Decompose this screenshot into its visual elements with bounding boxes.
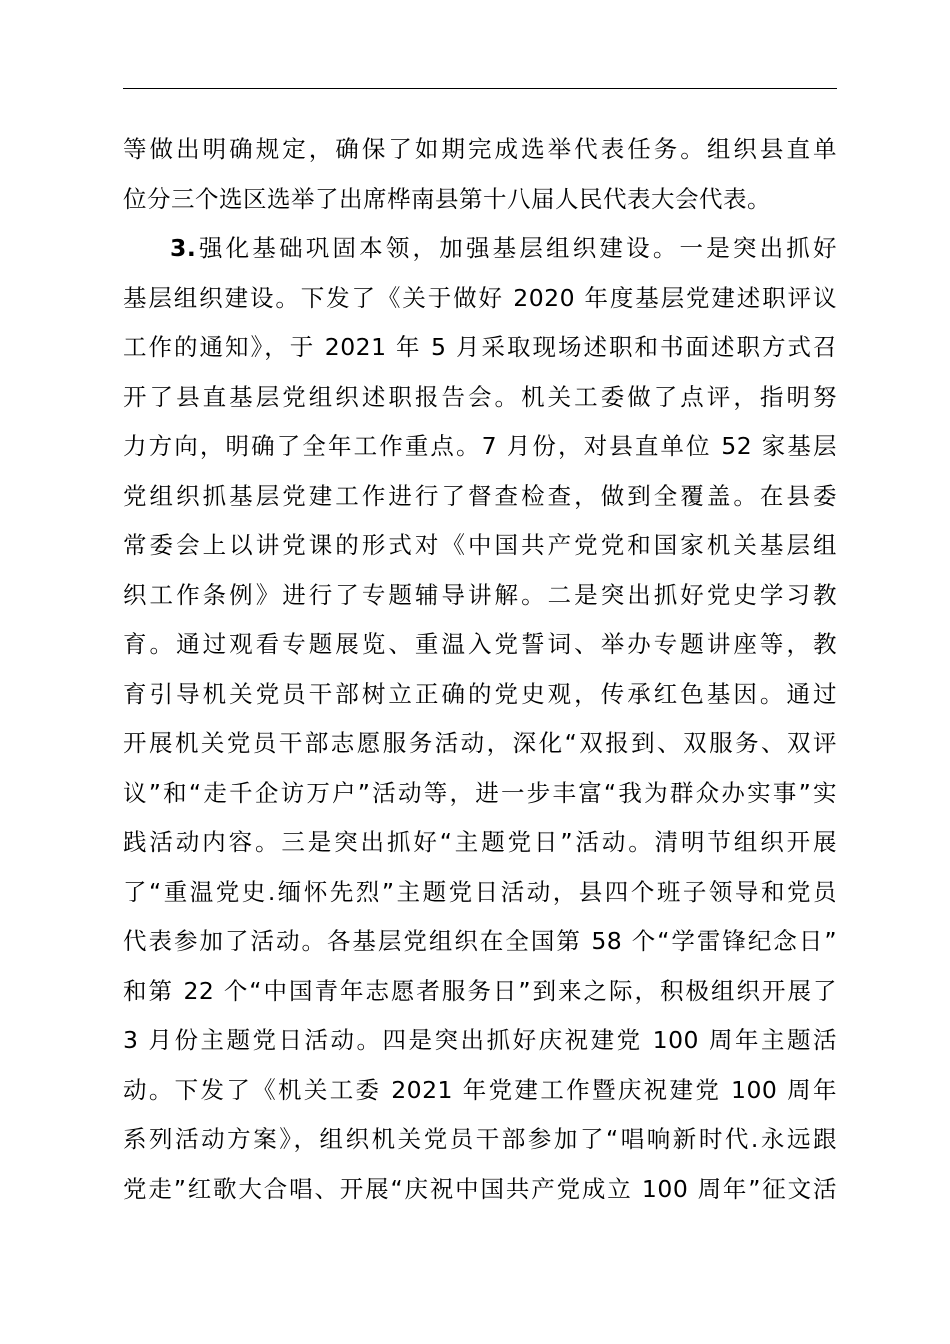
text-line: 织工作条例》进行了专题辅导讲解。二是突出抓好党史学习教: [123, 580, 837, 609]
text-line: 开展机关党员干部志愿服务活动，深化“双报到、双服务、双评: [123, 729, 837, 757]
text-line: 了“重温党史.缅怀先烈”主题党日活动，县四个班子领导和党员: [123, 877, 837, 906]
body-text: [123, 125, 837, 1214]
text-line: 育。通过观看专题展览、重温入党誓词、举办专题讲座等，教: [123, 630, 837, 658]
text-line: 党走”红歌大合唱、开展“庆祝中国共产党成立 100 周年”征文活: [123, 1174, 837, 1203]
text-line: 常委会上以讲党课的形式对《中国共产党党和国家机关基层组: [123, 531, 837, 559]
text-line: 育引导机关党员干部树立正确的党史观，传承红色基因。通过: [123, 679, 837, 708]
text-line: 等做出明确规定，确保了如期完成选举代表任务。组织县直单: [123, 135, 837, 163]
section-heading-line: [123, 224, 837, 274]
text-line: 代表参加了活动。各基层党组织在全国第 58 个“学雷锋纪念日”: [123, 927, 837, 955]
header-rule: [123, 88, 837, 89]
section-number: 3.: [170, 234, 197, 262]
text-line: 和第 22 个“中国青年志愿者服务日”到来之际，积极组织开展了: [123, 976, 837, 1005]
text-line: 位分三个选区选举了出席桦南县第十八届人民代表大会代表。: [123, 184, 771, 213]
text-line: 动。下发了《机关工委 2021 年党建工作暨庆祝建党 100 周年: [123, 1075, 837, 1104]
text-line: 力方向，明确了全年工作重点。7 月份，对县直单位 52 家基层: [123, 432, 837, 460]
text-line: 系列活动方案》，组织机关党员干部参加了“唱响新时代.永远跟: [123, 1125, 837, 1153]
text-line: 基层组织建设。下发了《关于做好 2020 年度基层党建述职评议: [123, 283, 837, 312]
text-line: 3 月份主题党日活动。四是突出抓好庆祝建党 100 周年主题活: [123, 1026, 837, 1054]
section-heading-text: 强化基础巩固本领，加强基层组织建设。一是突出抓好: [196, 234, 837, 262]
text-line: 践活动内容。三是突出抓好“主题党日”活动。清明节组织开展: [123, 828, 837, 856]
text-line: 议”和“走千企访万户”活动等，进一步丰富“我为群众办实事”实: [123, 778, 837, 807]
text-line: 工作的通知》，于 2021 年 5 月采取现场述职和书面述职方式召: [123, 333, 837, 361]
text-line: 党组织抓基层党建工作进行了督查检查，做到全覆盖。在县委: [123, 481, 837, 510]
text-line: 开了县直基层党组织述职报告会。机关工委做了点评，指明努: [123, 382, 837, 411]
